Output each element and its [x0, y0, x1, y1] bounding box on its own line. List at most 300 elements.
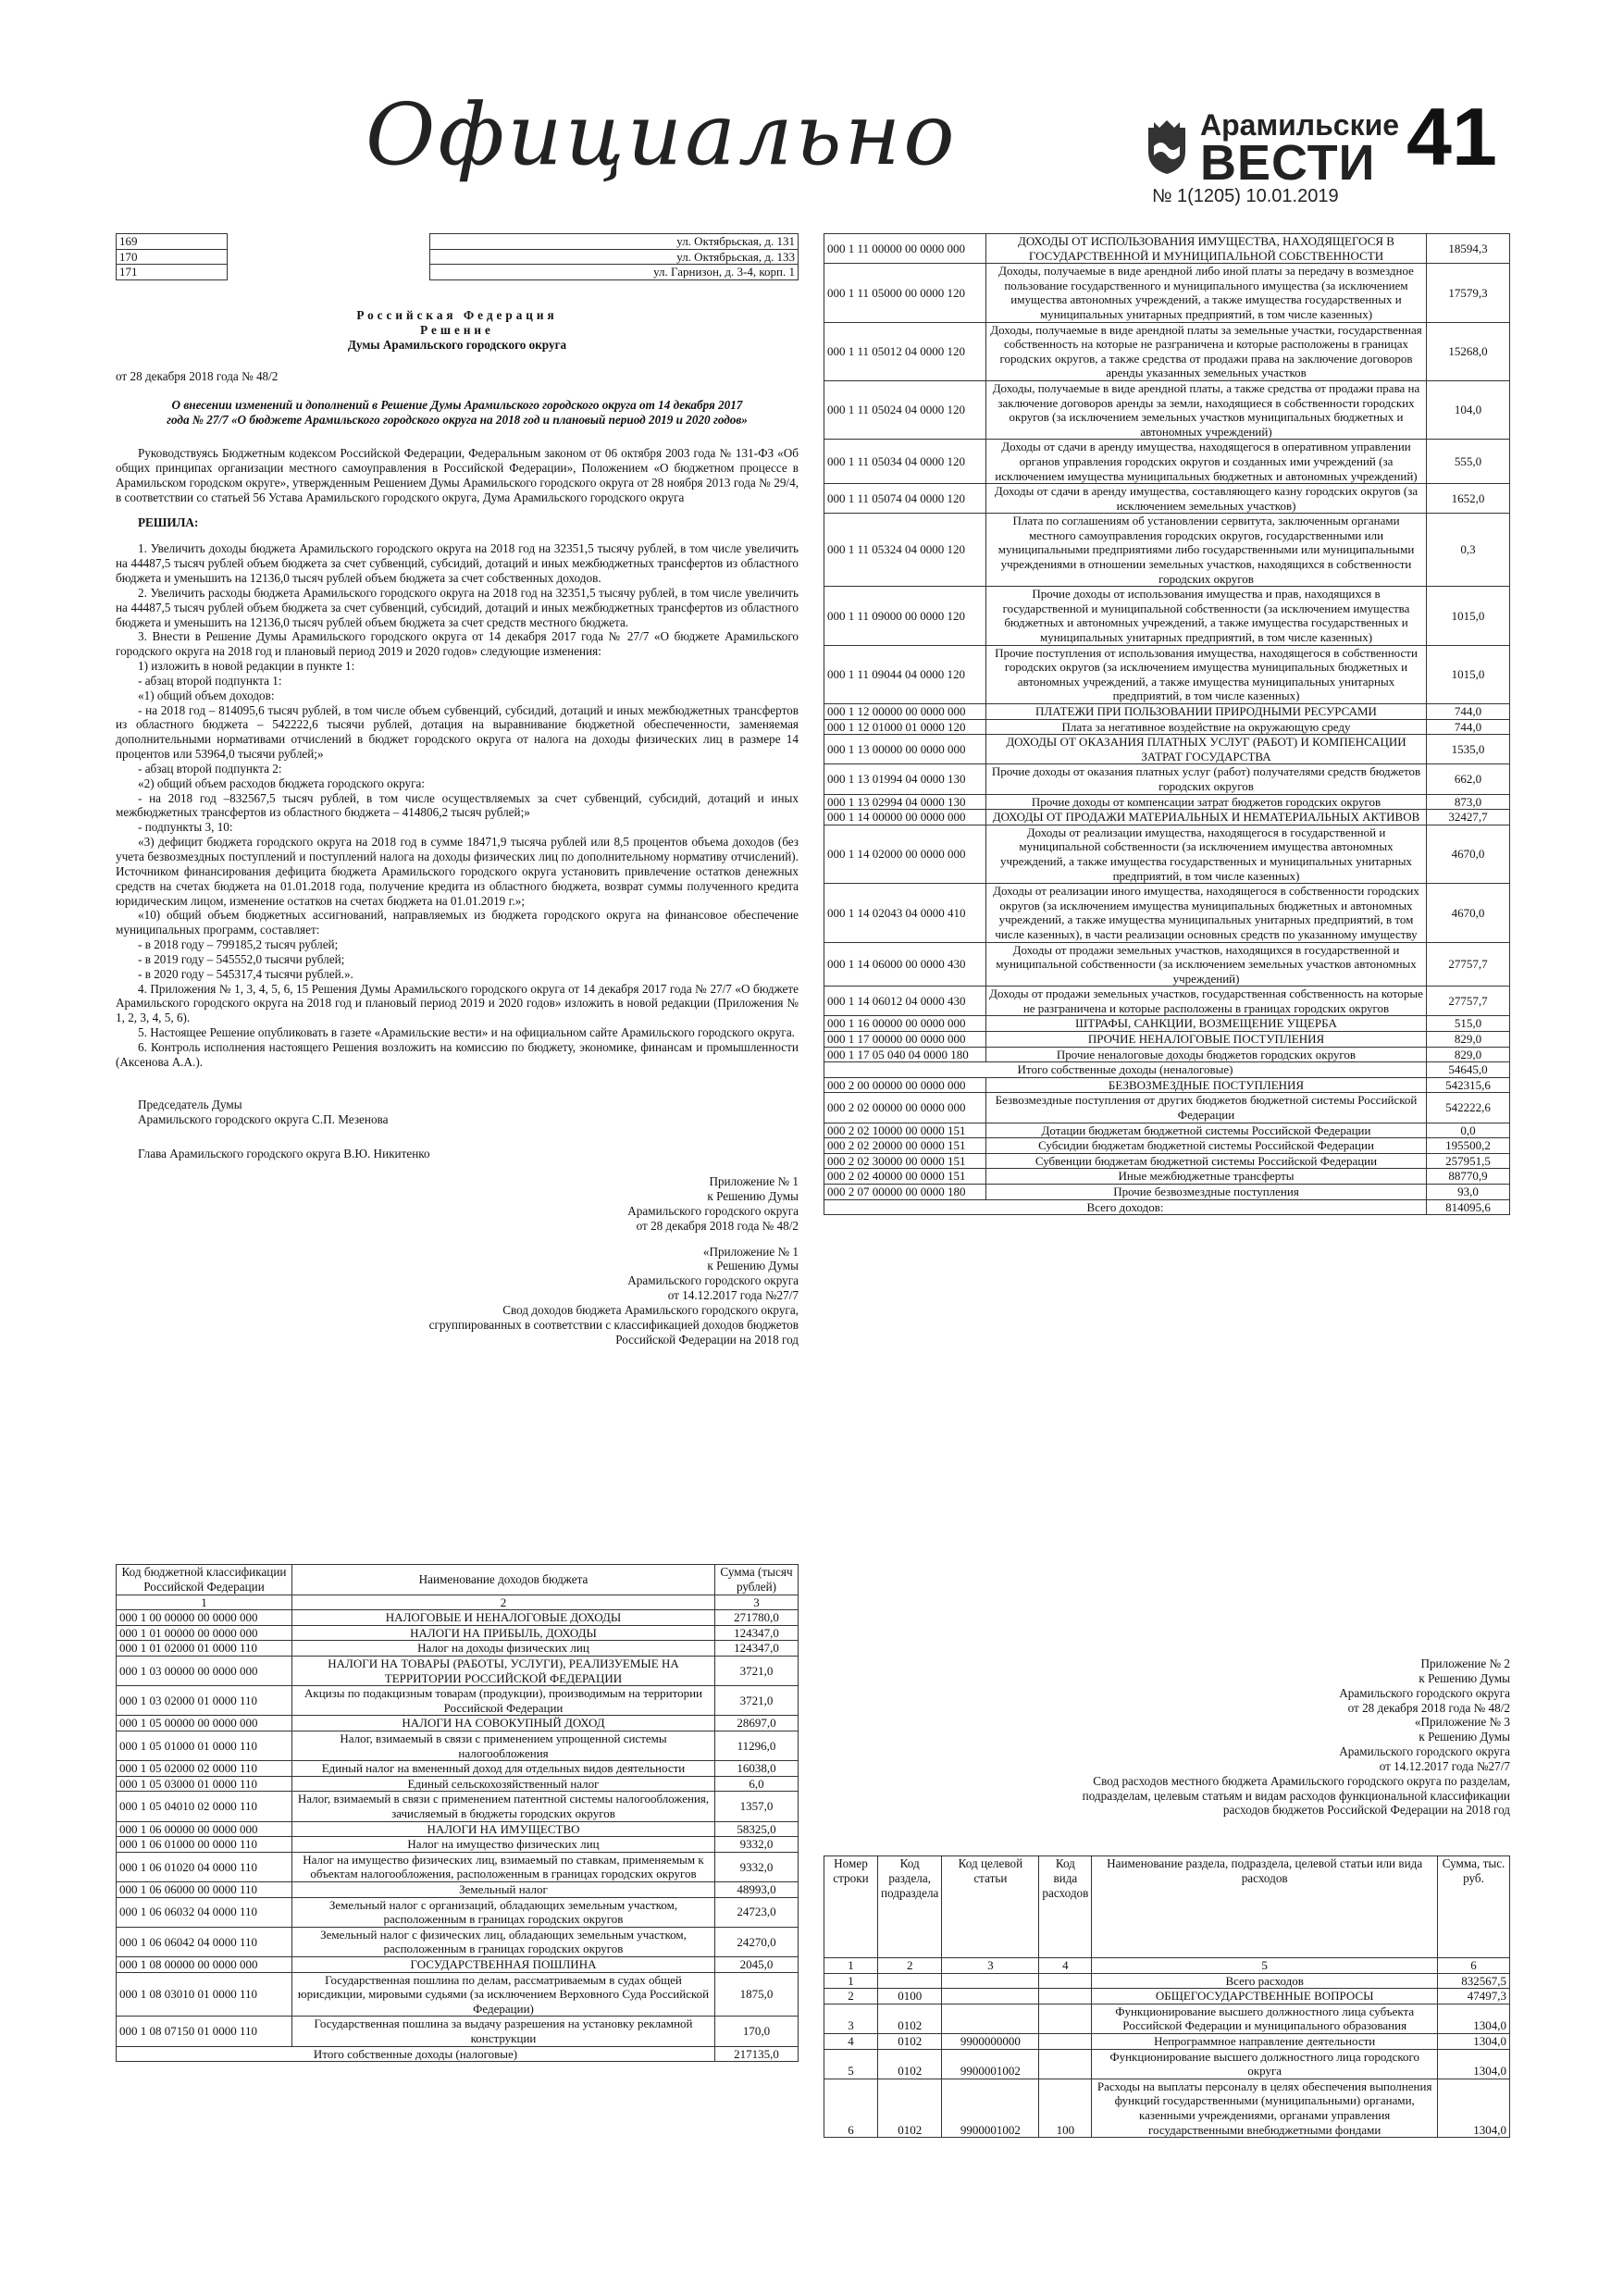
row-sum: 271780,0: [715, 1610, 799, 1626]
decision-date: от 28 декабря 2018 года № 48/2: [116, 368, 279, 383]
body-paragraph: - на 2018 год –832567,5 тысяч рублей, в том числе осуществляемых за счет субвенций, субсидий, дотаций и иных межбюджетных трансфертов из областного бюджета – 414806,2 тысяч рублей;»: [116, 790, 799, 820]
row-type: 100: [1039, 2079, 1092, 2137]
row-target: 9900000000: [942, 2033, 1039, 2049]
row-sum: 88770,9: [1427, 1169, 1510, 1185]
row-sum: 3721,0: [715, 1657, 799, 1686]
table-row: [824, 1077, 1510, 1093]
row-target: 9900001002: [942, 2079, 1039, 2137]
header-name: Наименование доходов бюджета: [292, 1565, 715, 1595]
appendix1-sub-line: Свод доходов бюджета Арамильского городского округа,: [502, 1302, 799, 1317]
row-name: Безвозмездные поступления от других бюджетов бюджетной системы Российской Федерации: [986, 1093, 1427, 1123]
row-name: Функционирование высшего должностного лица городского округа: [1092, 2049, 1438, 2079]
row-code: 000 2 00 00000 00 0000 000: [824, 1077, 986, 1093]
appendix1-sub-line: Российской Федерации на 2018 год: [615, 1332, 799, 1347]
table-row: [824, 1153, 1510, 1169]
row-sum: 18594,3: [1427, 234, 1510, 264]
table-number-row: [824, 1958, 1510, 1974]
appendix2-line: от 28 декабря 2018 года № 48/2: [1347, 1700, 1510, 1715]
row-code: 000 1 11 05000 00 0000 120: [824, 264, 986, 322]
table-header-row: [824, 1856, 1510, 1958]
body-paragraph: - в 2020 году – 545317,4 тысячи рублей.».: [138, 966, 353, 981]
table-row: [824, 322, 1510, 380]
table-row: [824, 719, 1510, 735]
row-sum: 662,0: [1427, 764, 1510, 794]
row-number: 2: [824, 1989, 878, 2004]
table-row: [824, 2033, 1510, 2049]
row-sum: 104,0: [1427, 380, 1510, 439]
expense-table: [824, 1855, 1510, 2138]
row-target: [942, 1973, 1039, 1989]
row-number: 4: [824, 2033, 878, 2049]
row-sum: 555,0: [1427, 440, 1510, 484]
row-code: 000 1 05 00000 00 0000 000: [117, 1716, 292, 1731]
row-code: 000 1 05 03000 01 0000 110: [117, 1776, 292, 1792]
row-sum: 873,0: [1427, 794, 1510, 810]
income-table-right: [824, 233, 1510, 1215]
row-sum: 17579,3: [1427, 264, 1510, 322]
row-name: БЕЗВОЗМЕЗДНЫЕ ПОСТУПЛЕНИЯ: [986, 1077, 1427, 1093]
row-code: 000 1 16 00000 00 0000 000: [824, 1016, 986, 1032]
decision-body: [116, 541, 799, 1069]
row-code: 000 1 11 09044 04 0000 120: [824, 645, 986, 703]
row-name: Прочие неналоговые доходы бюджетов городских округов: [986, 1047, 1427, 1062]
row-sum: 16038,0: [715, 1761, 799, 1777]
row-sum: 3721,0: [715, 1686, 799, 1716]
row-name: Прочие доходы от использования имущества и прав, находящихся в государственной и муниципальной собственности (за исключением имущества бюджетных и автономных учреждений, а также имущества государственных и муниципальных унитарных предприятий, в том числе казенных): [986, 587, 1427, 645]
row-name: Плата за негативное воздействие на окружающую среду: [986, 719, 1427, 735]
body-paragraph: - в 2018 году – 799185,2 тысяч рублей;: [138, 937, 339, 952]
appendix1-sub-line: Арамильского городского округа: [627, 1273, 799, 1288]
row-sum: 829,0: [1427, 1032, 1510, 1048]
column-number: 3: [715, 1595, 799, 1610]
row-code: 000 1 14 00000 00 0000 000: [824, 810, 986, 825]
row-code: 000 1 06 01020 04 0000 110: [117, 1852, 292, 1881]
row-name: ШТРАФЫ, САНКЦИИ, ВОЗМЕЩЕНИЕ УЩЕРБА: [986, 1016, 1427, 1032]
row-code: 000 2 02 10000 00 0000 151: [824, 1123, 986, 1138]
signature-head: Глава Арамильского городского округа В.Ю. Никитенко: [138, 1147, 430, 1161]
table-row: [824, 987, 1510, 1016]
address-gap: [227, 265, 429, 280]
body-paragraph: «2) общий объем расходов бюджета городского округа:: [138, 776, 426, 790]
column-number: 2: [292, 1595, 715, 1610]
column-number: 6: [1438, 1958, 1510, 1974]
appendix1-sub-line: от 14.12.2017 года №27/7: [667, 1288, 799, 1303]
row-sum: 2045,0: [715, 1956, 799, 1972]
appendix2-line: Арамильского городского округа: [1339, 1685, 1510, 1700]
appendix2-line: к Решению Думы: [1419, 1730, 1510, 1744]
body-paragraph: 5. Настоящее Решение опубликовать в газете «Арамильские вести» и на официальном сайте Арамильского городского округа.: [138, 1025, 795, 1040]
row-name: Субсидии бюджетам бюджетной системы Российской Федерации: [986, 1138, 1427, 1154]
appendix2-line: «Приложение № 3: [1414, 1715, 1510, 1730]
row-code: 000 1 12 00000 00 0000 000: [824, 704, 986, 720]
row-name: Земельный налог: [292, 1881, 715, 1897]
appendix2-line: расходов бюджетов Российской Федерации на 2018 год: [1222, 1803, 1510, 1818]
row-section: 0102: [878, 2033, 942, 2049]
signature-chair-name: Арамильского городского округа С.П. Мезенова: [138, 1111, 389, 1126]
row-target: 9900001002: [942, 2049, 1039, 2079]
row-code: 000 1 01 00000 00 0000 000: [117, 1625, 292, 1641]
expense-header: Код целевой статьи: [942, 1856, 1039, 1958]
address-gap: [227, 234, 429, 250]
address-table: [116, 233, 799, 280]
address-row: [117, 234, 799, 250]
row-target: [942, 1989, 1039, 2004]
row-sum: 744,0: [1427, 719, 1510, 735]
heading-duma: Думы Арамильского городского округа: [347, 337, 567, 352]
row-name: Плата по соглашениям об установлении сервитута, заключенным органами местного самоуправления городских округов, государственными или муниципальными предприятиями либо государственными или муниципальными учреждениями в отношении земельных участков, находящихся в собственности городских округов: [986, 514, 1427, 587]
row-sum: 542222,6: [1427, 1093, 1510, 1123]
masthead-title: Официально: [365, 85, 958, 184]
table-row: [117, 1625, 799, 1641]
appendix2-header: [824, 1657, 1510, 1818]
appendix2-block: [824, 1657, 1510, 1818]
row-sum: 1304,0: [1438, 2049, 1510, 2079]
row-code: 000 1 11 05012 04 0000 120: [824, 322, 986, 380]
table-row: [824, 1032, 1510, 1048]
row-target: [942, 2004, 1039, 2033]
row-code: 000 1 14 06012 04 0000 430: [824, 987, 986, 1016]
brand-line-1: Арамильские: [1200, 108, 1400, 142]
row-code: 000 1 06 06000 00 0000 110: [117, 1881, 292, 1897]
appendix1-header: [116, 1174, 799, 1233]
address-street: ул. Октябрьская, д. 131: [429, 234, 798, 250]
address-number: 169: [117, 234, 228, 250]
address-row: [117, 265, 799, 280]
table-row: [824, 1016, 1510, 1032]
row-code: 000 1 13 01994 04 0000 130: [824, 764, 986, 794]
total-label: Всего доходов:: [824, 1199, 1427, 1215]
row-section: 0102: [878, 2049, 942, 2079]
body-paragraph: - абзац второй подпункта 1:: [138, 673, 282, 688]
row-number: 1: [824, 1973, 878, 1989]
row-sum: 832567,5: [1438, 1973, 1510, 1989]
table-row: [824, 1047, 1510, 1062]
row-code: 000 1 11 05034 04 0000 120: [824, 440, 986, 484]
row-name: НАЛОГИ НА ИМУЩЕСТВО: [292, 1821, 715, 1837]
row-sum: 1304,0: [1438, 2079, 1510, 2137]
issue-number: № 1(1205) 10.01.2019: [1152, 186, 1339, 206]
row-code: 000 1 14 06000 00 0000 430: [824, 942, 986, 987]
row-code: 000 2 02 30000 00 0000 151: [824, 1153, 986, 1169]
row-code: 000 1 14 02000 00 0000 000: [824, 825, 986, 883]
row-name: Налог, взимаемый в связи с применением упрощенной системы налогообложения: [292, 1731, 715, 1761]
appendix1-line: Приложение № 1: [709, 1174, 799, 1189]
resolved-label: РЕШИЛА:: [138, 515, 199, 530]
row-code: 000 1 13 02994 04 0000 130: [824, 794, 986, 810]
row-sum: 4670,0: [1427, 825, 1510, 883]
row-sum: 27757,7: [1427, 942, 1510, 987]
table-row: [824, 1989, 1510, 2004]
table-row: [824, 264, 1510, 322]
row-name: Доходы от реализации имущества, находящегося в государственной и муниципальной собственности (за исключением имущества автономных учреждений, а также имущества государственных и муниципальных унитарных предприятий, в том числе казенных): [986, 825, 1427, 883]
row-name: Прочие безвозмездные поступления: [986, 1185, 1427, 1200]
row-type: [1039, 1989, 1092, 2004]
row-sum: 9332,0: [715, 1852, 799, 1881]
row-name: Дотации бюджетам бюджетной системы Российской Федерации: [986, 1123, 1427, 1138]
body-paragraph: - на 2018 год – 814095,6 тысяч рублей, в том числе объем субвенций, субсидий, дотаций и иных межбюджетных трансфертов из областного бюджета – 542222,6 тысячи рублей, дотация на выравнивание бюджетной обеспеченности, заменяемая дополнительными нормативами отчислений в бюджет городского округа от налога на доходы физических лиц в размере 14 процентов или 53964,0 тысячи рублей;»: [116, 702, 799, 762]
appendix2-line: подразделам, целевым статьям и видам расходов функциональной классификации: [1082, 1788, 1510, 1803]
row-section: 0100: [878, 1989, 942, 2004]
table-row: [117, 1897, 799, 1927]
row-name: НАЛОГИ НА ТОВАРЫ (РАБОТЫ, УСЛУГИ), РЕАЛИЗУЕМЫЕ НА ТЕРРИТОРИИ РОССИЙСКОЙ ФЕДЕРАЦИИ: [292, 1657, 715, 1686]
table-row: [117, 1686, 799, 1716]
table-row: [117, 1852, 799, 1881]
row-sum: 542315,6: [1427, 1077, 1510, 1093]
row-code: 000 1 11 05324 04 0000 120: [824, 514, 986, 587]
row-name: Налог, взимаемый в связи с применением патентной системы налогообложения, зачисляемый в бюджеты городских округов: [292, 1792, 715, 1821]
heading-federation: Российская Федерация: [356, 308, 558, 322]
body-paragraph: 4. Приложения № 1, 3, 4, 5, 6, 15 Решения Думы Арамильского городского округа от 14 декабря 2017 года № 27/7 «О бюджете Арамильского городского округа на 2018 год и плановый период 2019 и 2020 годов» изложить в новой редакции (Приложения № 1, 2, 3, 4, 5, 6).: [116, 981, 799, 1025]
table-row: [117, 1776, 799, 1792]
body-paragraph: «1) общий объем доходов:: [138, 688, 275, 702]
decision-intro: Руководствуясь Бюджетным кодексом Российской Федерации, Федеральным законом от 06 октября 2003 года № 131-ФЗ «Об общих принципах организации местного самоуправления в Российской Федерации», Положением «О бюджетном процессе в Арамильском городском округе», утвержденным Решением Думы Арамильского городского округа от 28 ноября 2013 года № 29/4, в соответствии со статьей 56 Устава Арамильского городского округа, Дума Арамильского городского округа: [116, 446, 799, 504]
row-name: Доходы от сдачи в аренду имущества, находящегося в оперативном управлении органов управления городских округов и созданных ими учреждений (за исключением имущества муниципальных бюджетных и автономных учреждений): [986, 440, 1427, 484]
row-code: 000 1 17 00000 00 0000 000: [824, 1032, 986, 1048]
appendix1-sub-line: «Приложение № 1: [702, 1244, 799, 1259]
row-name: Субвенции бюджетам бюджетной системы Российской Федерации: [986, 1153, 1427, 1169]
row-sum: 4670,0: [1427, 884, 1510, 942]
appendix2-line: к Решению Думы: [1419, 1670, 1510, 1685]
row-name: Прочие доходы от компенсации затрат бюджетов городских округов: [986, 794, 1427, 810]
row-type: [1039, 2033, 1092, 2049]
row-type: [1039, 2049, 1092, 2079]
table-row: [117, 1972, 799, 2017]
row-name: Государственная пошлина за выдачу разрешения на установку рекламной конструкции: [292, 2017, 715, 2046]
appendix2-line: от 14.12.2017 года №27/7: [1379, 1758, 1510, 1773]
row-sum: 48993,0: [715, 1881, 799, 1897]
row-name: Функционирование высшего должностного лица субъекта Российской Федерации и муниципального образования: [1092, 2004, 1438, 2033]
row-name: НАЛОГОВЫЕ И НЕНАЛОГОВЫЕ ДОХОДЫ: [292, 1610, 715, 1626]
row-sum: 11296,0: [715, 1731, 799, 1761]
row-name: Доходы, получаемые в виде арендной платы за земельные участки, государственная собственность на которые не разграничена и которые расположены в границах городских округов, а также средства от продажи права на заключение договоров аренды указанных земельных участков: [986, 322, 1427, 380]
row-name: ДОХОДЫ ОТ ИСПОЛЬЗОВАНИЯ ИМУЩЕСТВА, НАХОДЯЩЕГОСЯ В ГОСУДАРСТВЕННОЙ И МУНИЦИПАЛЬНОЙ СОБСТВЕННОСТИ: [986, 234, 1427, 264]
appendix1-subheader: [116, 1245, 799, 1347]
column-number: 4: [1039, 1958, 1092, 1974]
table-row: [824, 884, 1510, 942]
row-name: Доходы от реализации иного имущества, находящегося в собственности городских округов (за исключением имущества муниципальных бюджетных и автономных учреждений, а также имущества муниципальных унитарных предприятий, в том числе казенных), в части реализации основных средств по указанному имуществу: [986, 884, 1427, 942]
row-sum: 28697,0: [715, 1716, 799, 1731]
address-number: 171: [117, 265, 228, 280]
table-number-row: [117, 1595, 799, 1610]
row-sum: 58325,0: [715, 1821, 799, 1837]
table-row: [824, 1093, 1510, 1123]
row-sum: 744,0: [1427, 704, 1510, 720]
row-name: Иные межбюджетные трансферты: [986, 1169, 1427, 1185]
row-code: 000 1 06 00000 00 0000 000: [117, 1821, 292, 1837]
expense-header: Код вида расходов: [1039, 1856, 1092, 1958]
table-row: [117, 1731, 799, 1761]
row-code: 000 1 05 02000 02 0000 110: [117, 1761, 292, 1777]
column-number: 1: [824, 1958, 878, 1974]
row-sum: 257951,5: [1427, 1153, 1510, 1169]
row-name: Налог на имущество физических лиц, взимаемый по ставкам, применяемым к объектам налогообложения, расположенным в границах городских округов: [292, 1852, 715, 1881]
row-code: 000 1 06 06042 04 0000 110: [117, 1927, 292, 1956]
row-sum: 0,3: [1427, 514, 1510, 587]
row-sum: 1304,0: [1438, 2033, 1510, 2049]
table-row: [824, 587, 1510, 645]
table-header-row: [117, 1565, 799, 1595]
table-row: [117, 1881, 799, 1897]
row-number: 6: [824, 2079, 878, 2137]
row-sum: 15268,0: [1427, 322, 1510, 380]
signature-chair: [116, 1098, 799, 1127]
appendix2-line: Приложение № 2: [1420, 1657, 1510, 1670]
brand-line-2: ВЕСТИ: [1200, 135, 1376, 191]
header-sum: Сумма (тысяч рублей): [715, 1565, 799, 1595]
subtotal-label: Итого собственные доходы (неналоговые): [824, 1062, 1427, 1078]
row-name: НАЛОГИ НА ПРИБЫЛЬ, ДОХОДЫ: [292, 1625, 715, 1641]
row-name: Доходы от продажи земельных участков, находящихся в государственной и муниципальной собственности (за исключением земельных участков автономных учреждений): [986, 942, 1427, 987]
row-sum: 1535,0: [1427, 735, 1510, 764]
table-row: [824, 942, 1510, 987]
table-row: [824, 514, 1510, 587]
row-code: 000 1 08 07150 01 0000 110: [117, 2017, 292, 2046]
appendix1-line: к Решению Думы: [707, 1189, 799, 1204]
row-sum: 170,0: [715, 2017, 799, 2046]
subtotal-value: 54645,0: [1427, 1062, 1510, 1078]
table-row: [117, 1761, 799, 1777]
row-name: ГОСУДАРСТВЕННАЯ ПОШЛИНА: [292, 1956, 715, 1972]
row-name: Прочие поступления от использования имущества, находящегося в собственности городских округов (за исключением имущества муниципальных бюджетных и автономных учреждений, а также имущества муниципальных унитарных предприятий, в том числе казенных): [986, 645, 1427, 703]
row-code: 000 2 07 00000 00 0000 180: [824, 1185, 986, 1200]
row-code: 000 1 11 05024 04 0000 120: [824, 380, 986, 439]
row-code: 000 1 05 01000 01 0000 110: [117, 1731, 292, 1761]
table-row: [824, 484, 1510, 514]
row-code: 000 1 06 01000 00 0000 110: [117, 1837, 292, 1853]
row-name: ДОХОДЫ ОТ ОКАЗАНИЯ ПЛАТНЫХ УСЛУГ (РАБОТ) И КОМПЕНСАЦИИ ЗАТРАТ ГОСУДАРСТВА: [986, 735, 1427, 764]
table-row: [824, 1123, 1510, 1138]
decision-block: [116, 308, 799, 1347]
row-sum: 9332,0: [715, 1837, 799, 1853]
table-row: [824, 1138, 1510, 1154]
row-code: 000 1 00 00000 00 0000 000: [117, 1610, 292, 1626]
row-code: 000 2 02 20000 00 0000 151: [824, 1138, 986, 1154]
row-name: Единый налог на вмененный доход для отдельных видов деятельности: [292, 1761, 715, 1777]
row-name: Всего расходов: [1092, 1973, 1438, 1989]
row-name: Земельный налог с организаций, обладающих земельным участком, расположенным в границах городских округов: [292, 1897, 715, 1927]
row-code: 000 1 13 00000 00 0000 000: [824, 735, 986, 764]
address-gap: [227, 249, 429, 265]
row-code: 000 1 17 05 040 04 0000 180: [824, 1047, 986, 1062]
total-row: [824, 1199, 1510, 1215]
row-code: 000 1 06 06032 04 0000 110: [117, 1897, 292, 1927]
appendix1-sub-line: к Решению Думы: [707, 1259, 799, 1273]
table-row: [824, 794, 1510, 810]
row-sum: 6,0: [715, 1776, 799, 1792]
expense-header: Сумма, тыс. руб.: [1438, 1856, 1510, 1958]
table-row: [824, 810, 1510, 825]
row-sum: 829,0: [1427, 1047, 1510, 1062]
row-code: 000 1 08 03010 01 0000 110: [117, 1972, 292, 2017]
body-paragraph: - абзац второй подпункта 2:: [138, 761, 282, 776]
table-row: [824, 440, 1510, 484]
body-paragraph: - в 2019 году – 545552,0 тысячи рублей;: [138, 951, 345, 966]
table-row: [117, 1927, 799, 1956]
table-row: [824, 645, 1510, 703]
page-number: 41: [1406, 91, 1497, 182]
row-code: 000 1 11 09000 00 0000 120: [824, 587, 986, 645]
row-sum: 195500,2: [1427, 1138, 1510, 1154]
table-row: [824, 735, 1510, 764]
table-row: [117, 1792, 799, 1821]
row-name: Расходы на выплаты персоналу в целях обеспечения выполнения функций государственными (муниципальными) органами, казенными учреждениями, органами управления государственными внебюджетными фондами: [1092, 2079, 1438, 2137]
body-paragraph: 1. Увеличить доходы бюджета Арамильского городского округа на 2018 год на 32351,5 тысячу рублей, в том числе увеличить на 44487,5 тысяч рублей объем бюджета за счет субвенций, субсидий, дотаций и иных межбюджетных трансфертов из областного бюджета и уменьшить на 12136,0 тысяч рублей объем бюджета за счет собственных доходов.: [116, 541, 799, 585]
signature-chair-title: Председатель Думы: [138, 1097, 242, 1111]
table-row: [117, 1821, 799, 1837]
body-paragraph: 3. Внести в Решение Думы Арамильского городского округа от 14 декабря 2017 года № 27/7 «О бюджете Арамильского городского округа на 2018 год и плановый период 2019 и 2020 годов» следующие изменения:: [116, 629, 799, 659]
row-sum: 124347,0: [715, 1641, 799, 1657]
row-name: ПРОЧИЕ НЕНАЛОГОВЫЕ ПОСТУПЛЕНИЯ: [986, 1032, 1427, 1048]
table-row: [824, 234, 1510, 264]
row-name: ДОХОДЫ ОТ ПРОДАЖИ МАТЕРИАЛЬНЫХ И НЕМАТЕРИАЛЬНЫХ АКТИВОВ: [986, 810, 1427, 825]
row-code: 000 2 02 00000 00 0000 000: [824, 1093, 986, 1123]
table-row: [117, 1716, 799, 1731]
total-value: 814095,6: [1427, 1199, 1510, 1215]
row-type: [1039, 1973, 1092, 1989]
row-sum: 1357,0: [715, 1792, 799, 1821]
appendix2-line: Свод расходов местного бюджета Арамильского городского округа по разделам,: [1093, 1773, 1510, 1788]
row-name: Земельный налог с физических лиц, обладающих земельным участком, расположенным в границах городских округов: [292, 1927, 715, 1956]
row-code: 000 1 14 02043 04 0000 410: [824, 884, 986, 942]
row-code: 000 1 11 00000 00 0000 000: [824, 234, 986, 264]
header-code: Код бюджетной классификации Российской Федерации: [117, 1565, 292, 1595]
row-section: [878, 1973, 942, 1989]
address-number: 170: [117, 249, 228, 265]
row-name: Единый сельскохозяйственный налог: [292, 1776, 715, 1792]
row-sum: 47497,3: [1438, 1989, 1510, 2004]
row-sum: 27757,7: [1427, 987, 1510, 1016]
row-code: 000 1 12 01000 01 0000 120: [824, 719, 986, 735]
row-name: Акцизы по подакцизным товарам (продукции), производимым на территории Российской Федерации: [292, 1686, 715, 1716]
total-value: 217135,0: [715, 2046, 799, 2062]
row-sum: 32427,7: [1427, 810, 1510, 825]
row-code: 000 1 11 05074 04 0000 120: [824, 484, 986, 514]
row-number: 3: [824, 2004, 878, 2033]
body-paragraph: 2. Увеличить расходы бюджета Арамильского городского округа на 2018 год на 32351,5 тысячу рублей, в том числе увеличить на 44487,5 тысяч рублей объем бюджета за счет субвенций, субсидий, дотаций и иных межбюджетных трансфертов из областного бюджета и уменьшить на 12136,0 тысяч рублей объем бюджета за счет средств местного бюджета.: [116, 585, 799, 629]
table-row: [824, 764, 1510, 794]
row-type: [1039, 2004, 1092, 2033]
row-sum: 0,0: [1427, 1123, 1510, 1138]
address-street: ул. Октябрьская, д. 133: [429, 249, 798, 265]
income-table-left: [116, 1564, 799, 2062]
table-row: [824, 380, 1510, 439]
row-code: 000 1 01 02000 01 0000 110: [117, 1641, 292, 1657]
total-row: [117, 2046, 799, 2062]
row-sum: 1015,0: [1427, 587, 1510, 645]
table-row: [117, 1641, 799, 1657]
table-row: [824, 1169, 1510, 1185]
table-row: [824, 1973, 1510, 1989]
body-paragraph: - подпункты 3, 10:: [138, 820, 233, 835]
table-row: [117, 2017, 799, 2046]
table-row: [117, 1956, 799, 1972]
address-street: ул. Гарнизон, д. 3-4, корп. 1: [429, 265, 798, 280]
row-code: 000 1 03 00000 00 0000 000: [117, 1657, 292, 1686]
row-section: 0102: [878, 2079, 942, 2137]
appendix1-line: Арамильского городского округа: [627, 1203, 799, 1218]
row-name: ПЛАТЕЖИ ПРИ ПОЛЬЗОВАНИИ ПРИРОДНЫМИ РЕСУРСАМИ: [986, 704, 1427, 720]
row-sum: 124347,0: [715, 1625, 799, 1641]
appendix1-line: от 28 декабря 2018 года № 48/2: [636, 1218, 799, 1233]
decision-title: О внесении изменений и дополнений в Решение Думы Арамильского городского округа от 14 декабря 2017 года № 27/7 «О бюджете Арамильского городского округа на 2018 год и плановый период 2019 и 2020 годов»: [167, 398, 748, 428]
address-row: [117, 249, 799, 265]
expense-header: Код раздела, подраздела: [878, 1856, 942, 1958]
row-name: Доходы от продажи земельных участков, государственная собственность на которые не разграничена и которые расположены в границах городских округов: [986, 987, 1427, 1016]
row-name: ОБЩЕГОСУДАРСТВЕННЫЕ ВОПРОСЫ: [1092, 1989, 1438, 2004]
body-paragraph: «3) дефицит бюджета городского округа на 2018 год в сумме 18471,9 тысяча рублей или 8,5 процентов объема доходов (без учета безвозмездных поступлений и поступлений налога на доходы физических лиц по дополнительному нормативу отчислений). Источником финансирования дефицита бюджета Арамильского городского округа установить привлечение остатков денежных средств на счетах бюджета на 01.01.2018 года, получение кредита из областного бюджета, возврат суммы полученного кредита юридическим лицом, изменение остатков на счетах бюджета на 01.01.2019 г.»;: [116, 835, 799, 908]
row-name: Налог на доходы физических лиц: [292, 1641, 715, 1657]
row-sum: 24723,0: [715, 1897, 799, 1927]
